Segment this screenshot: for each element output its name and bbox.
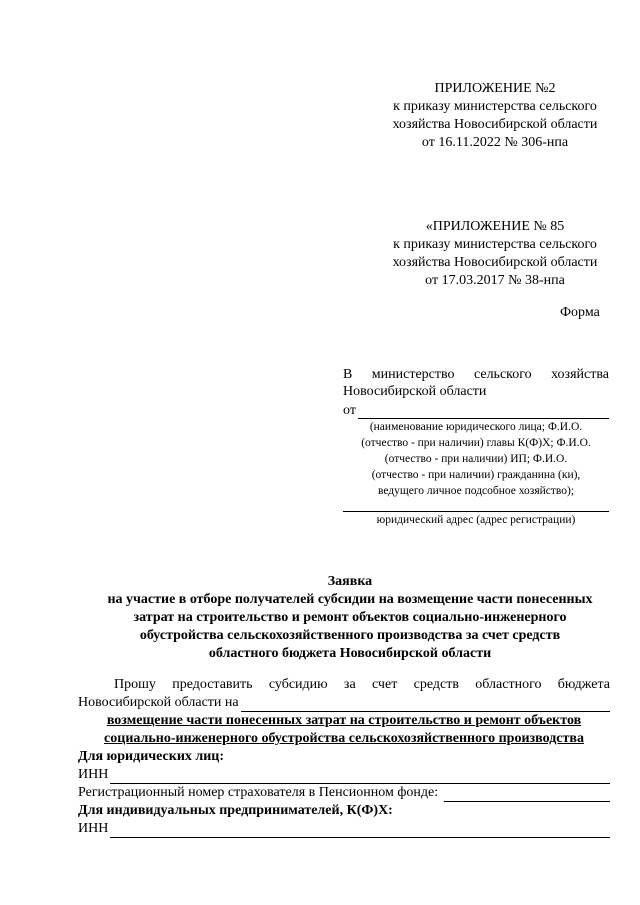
address-field[interactable]: [343, 499, 609, 512]
application-title: [70, 573, 630, 663]
pension-label: Регистрационный номер страхователя в Пенсионном фонде:: [78, 785, 439, 800]
title-line: на участие в отборе получателей субсидии на возмещение части понесенных: [107, 592, 593, 607]
appendix-header-original: [370, 218, 620, 290]
from-label: от: [343, 403, 356, 418]
applicant-name-field[interactable]: [358, 404, 609, 419]
inn-field[interactable]: [110, 768, 610, 784]
recipient-block: [343, 366, 609, 528]
field-hint: ведущего личное подсобное хозяйство);: [377, 485, 575, 497]
request-text: Прошу предоставить субсидию за счет средств областного бюджета: [114, 677, 610, 692]
request-text: Новосибирской области на: [78, 695, 239, 710]
title-line: затрат на строительство и ремонт объектов социально-инженерного: [133, 610, 567, 625]
purpose-field[interactable]: [241, 696, 610, 712]
appendix-date-line: от 17.03.2017 № 38-нпа: [425, 273, 565, 288]
inn-label: ИНН: [78, 767, 109, 782]
inn-label: ИНН: [78, 821, 109, 836]
title-line: обустройства сельскохозяйственного производства за счет средств: [139, 628, 561, 643]
field-hint: (отчество - при наличии) гражданина (ки),: [371, 469, 581, 481]
from-row: [343, 402, 609, 419]
field-hint: (отчество - при наличии) главы К(Ф)Х; Ф.И.О.: [361, 437, 591, 449]
purpose-text: возмещение части понесенных затрат на строительство и ремонт объектов: [106, 713, 582, 728]
field-hint: (отчество - при наличии) ИП; Ф.И.О.: [384, 453, 568, 465]
entrepreneurs-heading: Для индивидуальных предпринимателей, К(Ф)Х:: [78, 803, 393, 818]
field-hint: (наименование юридического лица; Ф.И.О.: [369, 421, 583, 433]
appendix-order-line: к приказу министерства сельского: [393, 237, 597, 252]
appendix-ministry-line: хозяйства Новосибирской области: [392, 255, 598, 270]
appendix-ministry-line: хозяйства Новосибирской области: [392, 117, 598, 132]
appendix-title: «ПРИЛОЖЕНИЕ № 85: [425, 219, 565, 234]
purpose-text: социально-инженерного обустройства сельскохозяйственного производства: [104, 731, 584, 746]
appendix-header-current: [370, 80, 620, 152]
address-hint: юридический адрес (адрес регистрации): [376, 514, 576, 526]
form-label: Форма: [560, 305, 600, 320]
pension-row: [78, 784, 610, 802]
title-line: Заявка: [327, 574, 373, 589]
pension-number-field[interactable]: [444, 786, 610, 802]
appendix-order-line: к приказу министерства сельского: [393, 99, 597, 114]
request-row: [78, 694, 610, 712]
appendix-date-line: от 16.11.2022 № 306-нпа: [421, 135, 569, 150]
recipient-line: Новосибирской области: [343, 384, 487, 399]
appendix-title: ПРИЛОЖЕНИЕ №2: [434, 81, 556, 96]
inn-row: [78, 820, 610, 838]
recipient-line: В министерство сельского хозяйства: [343, 367, 609, 382]
application-body: [78, 676, 610, 838]
title-line: областного бюджета Новосибирской области: [208, 646, 492, 661]
legal-entities-heading: Для юридических лиц:: [78, 749, 225, 764]
inn-field[interactable]: [110, 822, 610, 838]
inn-row: [78, 766, 610, 784]
